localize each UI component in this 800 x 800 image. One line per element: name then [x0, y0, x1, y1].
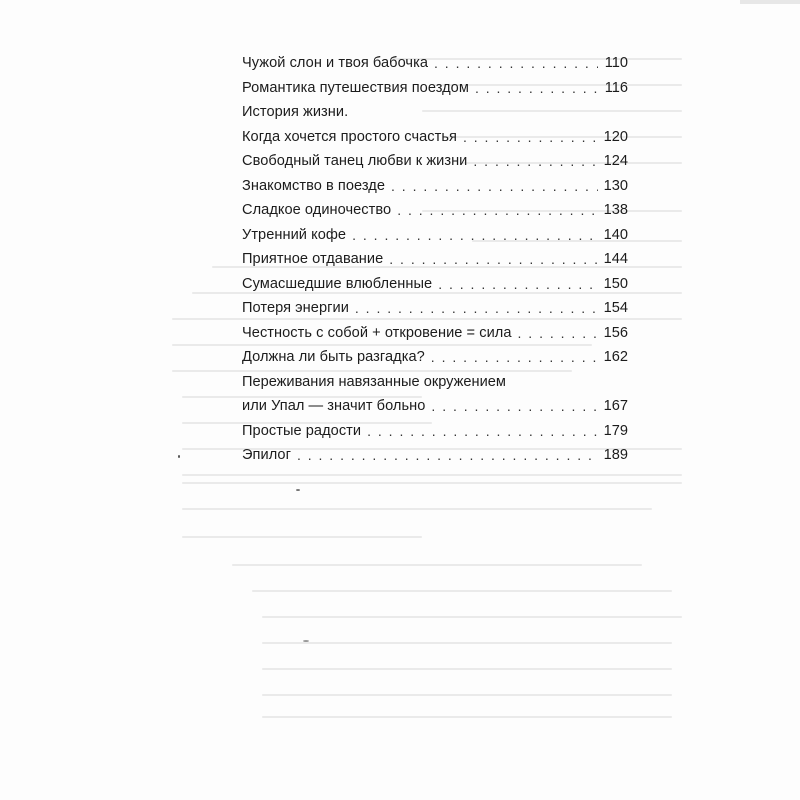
print-speck	[303, 640, 309, 642]
toc-entry-title: Романтика путешествия поездом	[242, 79, 469, 96]
toc-dot-leader	[352, 228, 598, 242]
toc-entry-page: 144	[603, 251, 628, 267]
toc-entry	[242, 247, 628, 272]
toc-entry-page: 162	[603, 349, 628, 365]
toc-entry	[242, 345, 628, 370]
toc-entry-title: Честность с собой + откровение = сила	[242, 324, 512, 341]
toc-entry	[242, 394, 628, 419]
toc-entry-page: 120	[603, 128, 628, 145]
toc-dot-leader	[297, 448, 598, 462]
toc-entry	[242, 125, 628, 150]
toc-entry	[242, 272, 628, 297]
toc-entry-title: Когда хочется простого счастья	[242, 128, 457, 145]
toc-entry-title: Простые радости	[242, 422, 362, 439]
toc-entry	[242, 174, 628, 199]
toc-entry-page: 140	[603, 226, 628, 243]
print-speck	[296, 489, 300, 491]
toc-entry-page: 167	[603, 398, 628, 414]
toc-entry	[242, 198, 628, 223]
toc-dot-leader	[367, 424, 598, 438]
toc-entry-title: Утренний кофе	[242, 226, 347, 243]
toc-dot-leader	[355, 301, 598, 315]
toc-entry	[242, 296, 628, 321]
toc-entry-title: Эпилог	[242, 447, 291, 463]
toc-entry-page: 124	[603, 153, 628, 169]
toc-entry	[242, 76, 628, 101]
toc-section-heading	[242, 100, 628, 125]
toc-dot-leader	[431, 399, 597, 413]
toc-entry-title: Знакомство в поезде	[242, 177, 386, 194]
print-speck	[178, 455, 180, 458]
toc-entry	[242, 223, 628, 248]
toc-dot-leader	[434, 56, 598, 70]
toc-dot-leader	[397, 203, 597, 217]
toc-dot-leader	[431, 350, 598, 364]
toc-dot-leader	[389, 252, 597, 266]
toc-entry-page: 189	[603, 447, 628, 463]
toc-entry-page: 150	[603, 275, 628, 292]
table-of-contents	[242, 51, 628, 468]
toc-dot-leader	[463, 130, 598, 144]
toc-entry	[242, 51, 628, 76]
toc-dot-leader	[438, 277, 597, 291]
toc-entry	[242, 419, 628, 444]
toc-entry-multiline	[242, 370, 628, 419]
toc-entry-title: или Упал — значит больно	[242, 398, 426, 414]
toc-entry-title: История жизни.	[242, 104, 349, 120]
toc-entry	[242, 149, 628, 174]
toc-entry-title-line1: Переживания навязанные окружением	[242, 373, 506, 390]
toc-entry-page: 179	[603, 422, 628, 439]
toc-entry	[242, 443, 628, 468]
page-edge-smudge	[740, 0, 800, 4]
toc-entry-title: Сумасшедшие влюбленные	[242, 275, 433, 292]
toc-entry-page: 156	[603, 324, 628, 341]
toc-entry-page: 138	[603, 202, 628, 218]
toc-entry-title: Потеря энергии	[242, 300, 349, 316]
toc-entry-title: Должна ли быть разгадка?	[242, 349, 425, 365]
toc-entry-title: Приятное отдавание	[242, 251, 384, 267]
toc-dot-leader	[518, 326, 598, 340]
toc-entry-page: 130	[603, 177, 628, 194]
toc-entry	[242, 321, 628, 346]
toc-entry-title: Сладкое одиночество	[242, 202, 392, 218]
toc-entry-page: 116	[604, 79, 628, 96]
toc-entry-title: Свободный танец любви к жизни	[242, 153, 468, 169]
toc-dot-leader	[475, 81, 598, 95]
toc-entry-title: Чужой слон и твоя бабочка	[242, 55, 429, 71]
toc-entry-page: 110	[604, 55, 628, 71]
toc-dot-leader	[391, 179, 598, 193]
toc-entry-page: 154	[603, 300, 628, 316]
toc-dot-leader	[473, 154, 597, 168]
